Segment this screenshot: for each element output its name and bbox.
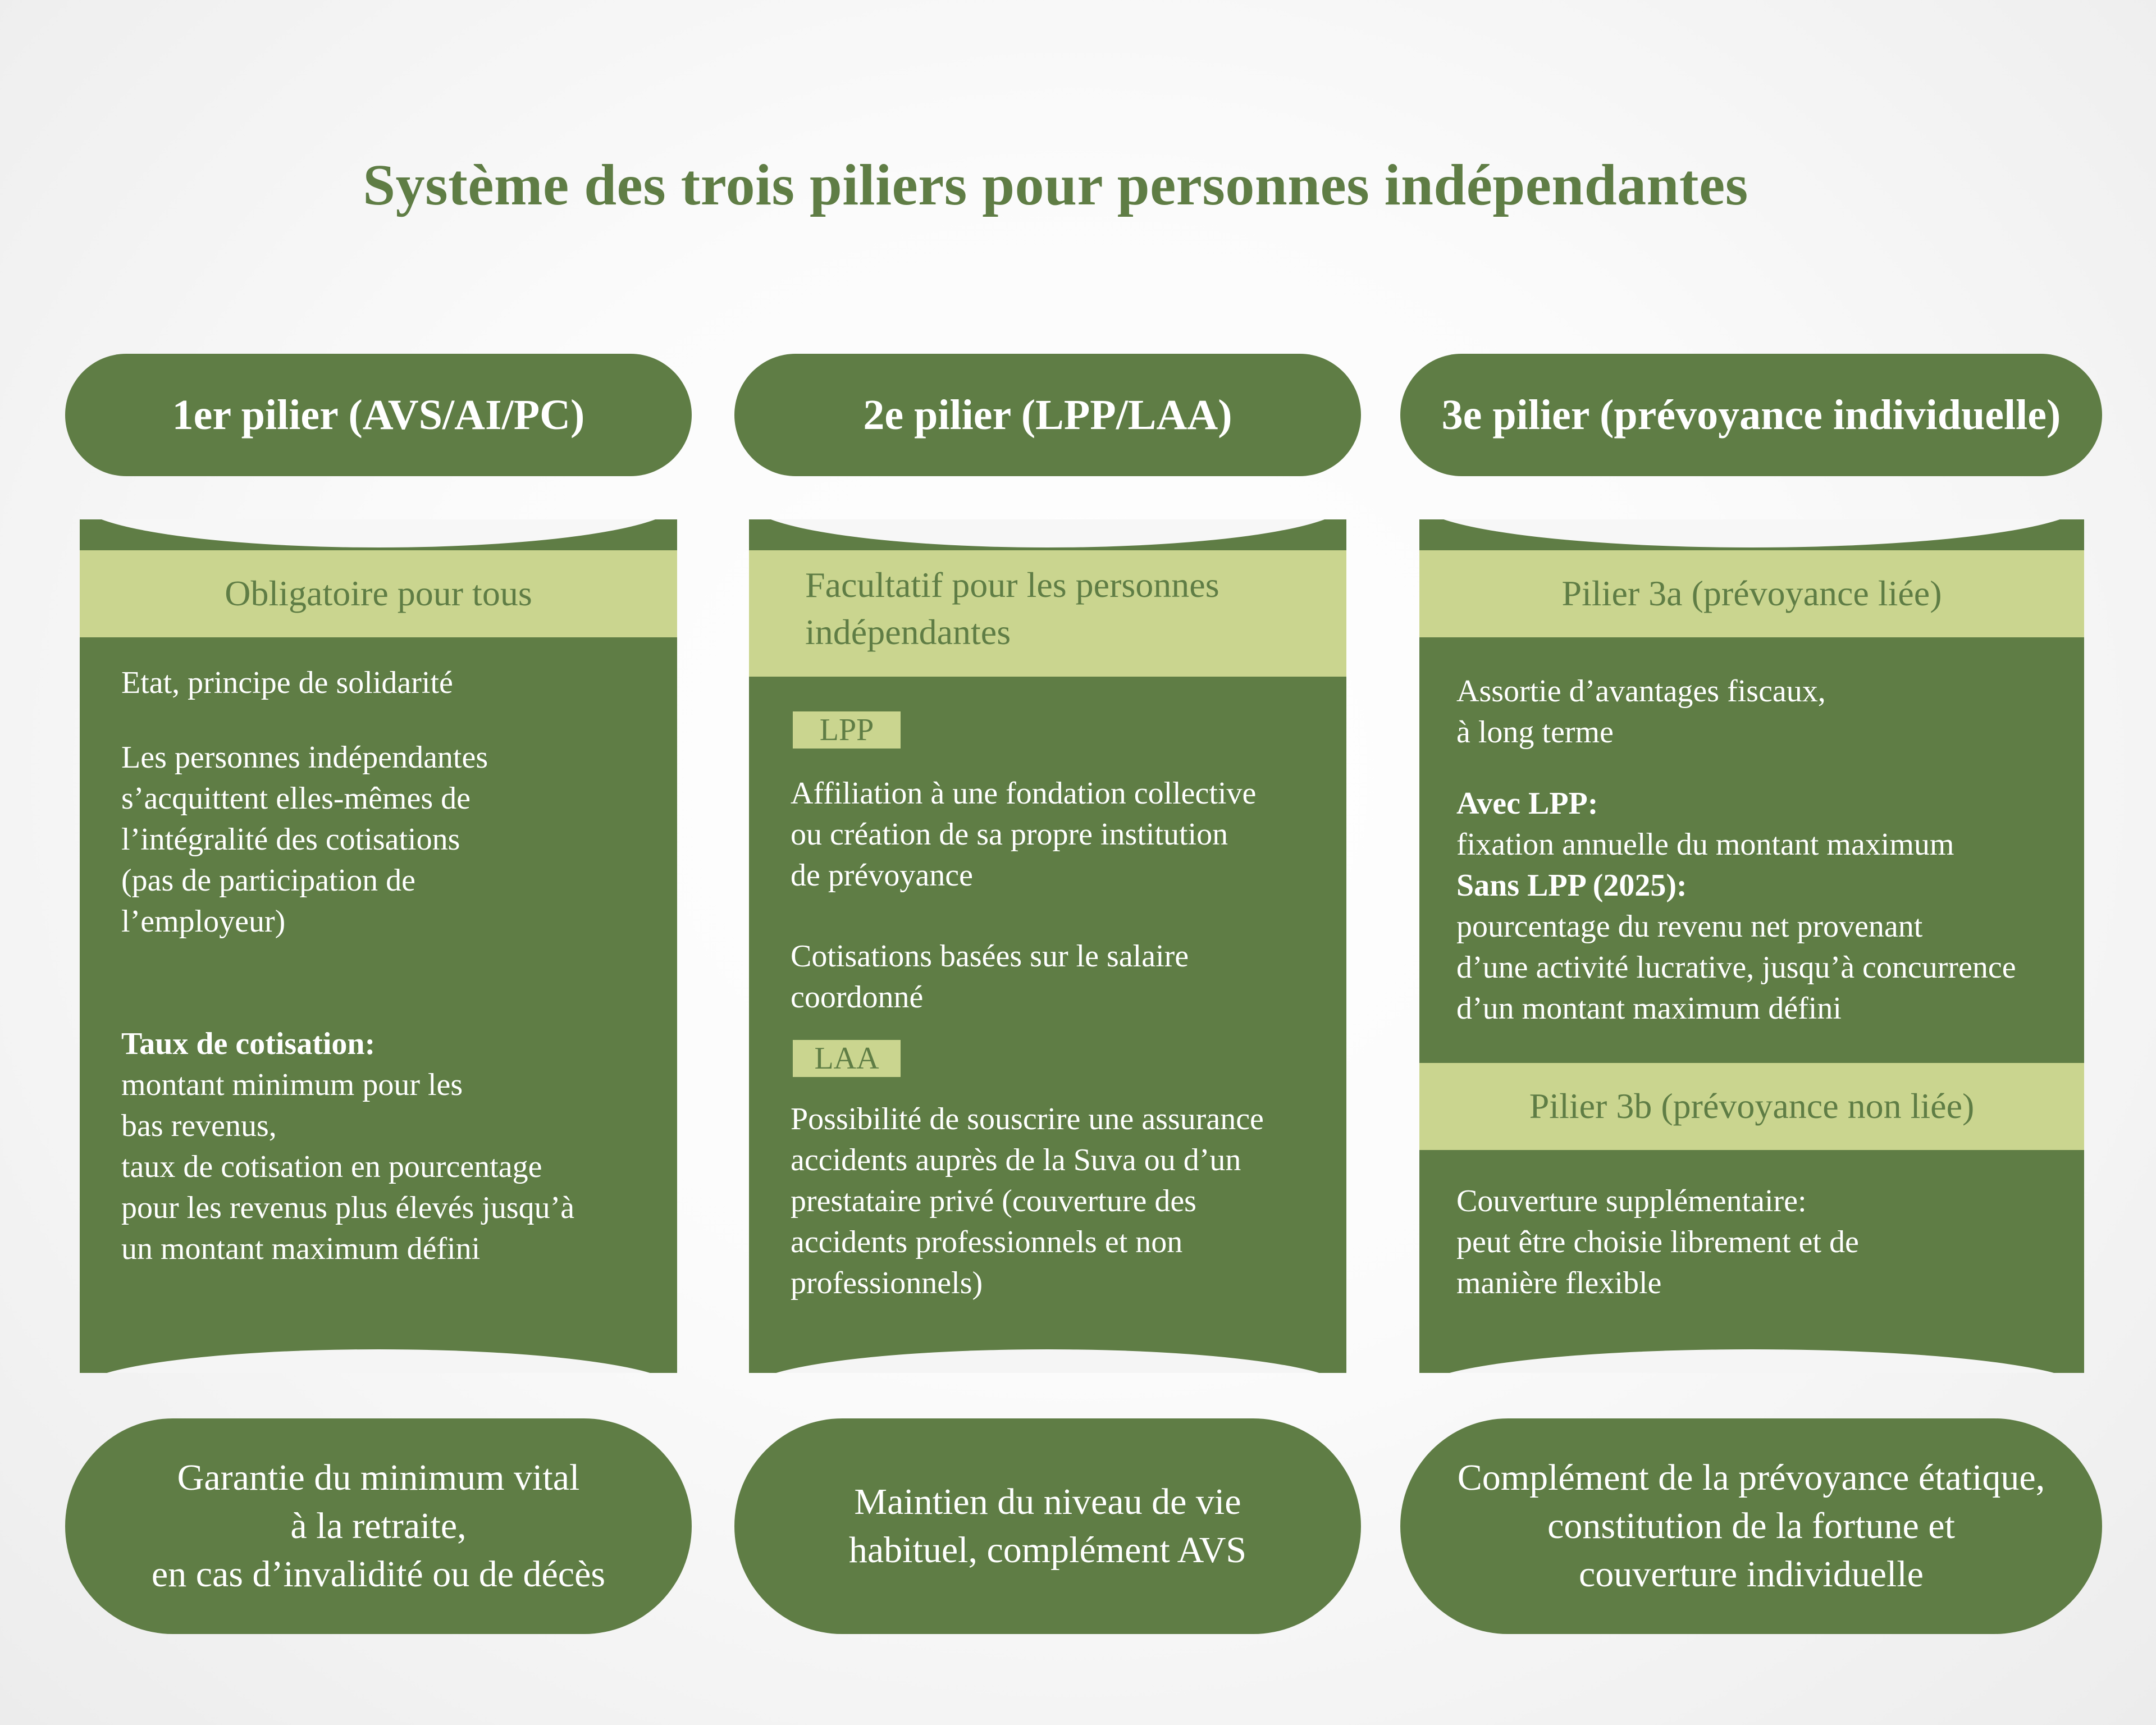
page-title: Système des trois piliers pour personnes indépendantes bbox=[363, 153, 1748, 217]
pillar-3a-advantages: Assortie d’avantages fiscaux, à long terme bbox=[1456, 674, 1826, 750]
pillar-1-rate: Taux de cotisation: montant minimum pour les bas revenus, taux de cotisation en pourcentage pour les revenus plus élevés jusqu’à un montant maximum défini bbox=[121, 1026, 575, 1266]
pillar-1-description: Les personnes indépendantes s’acquittent elles-mêmes de l’intégralité des cotisations (pas de participation de l’employeur) bbox=[121, 740, 488, 939]
pillar-1-principle: Etat, principe de solidarité bbox=[121, 665, 453, 700]
with-lpp-label: Avec LPP: bbox=[1456, 786, 1598, 821]
pillar-2-body bbox=[749, 519, 1346, 1373]
laa-tag: LAA bbox=[793, 1040, 901, 1077]
pillar-3a-limits: Avec LPP: fixation annuelle du montant maximum Sans LPP (2025): pourcentage du revenu net provenant d’une activité lucrative, jusqu’à concurrence d’un montant maximum défini bbox=[1456, 786, 2016, 1026]
pillar-2-band: Facultatif pour les personnes indépendantes bbox=[749, 550, 1346, 677]
pillar-2-header: 2e pilier (LPP/LAA) bbox=[734, 354, 1361, 476]
pillar-3b-band: Pilier 3b (prévoyance non liée) bbox=[1419, 1063, 2084, 1150]
pillar-1-band: Obligatoire pour tous bbox=[80, 550, 677, 637]
pillar-3-body bbox=[1419, 519, 2084, 1373]
pillar-3-header: 3e pilier (prévoyance individuelle) bbox=[1400, 354, 2102, 476]
pillar-1-footer: Garantie du minimum vital à la retraite, en cas d’invalidité ou de décès bbox=[65, 1418, 692, 1634]
pillar-2-footer: Maintien du niveau de vie habituel, complément AVS bbox=[734, 1418, 1361, 1634]
pillar-3-footer: Complément de la prévoyance étatique, constitution de la fortune et couverture individuelle bbox=[1400, 1418, 2102, 1634]
pillar-3a-band: Pilier 3a (prévoyance liée) bbox=[1419, 550, 2084, 637]
pillar-1-header: 1er pilier (AVS/AI/PC) bbox=[65, 354, 692, 476]
pillar-1-body bbox=[80, 519, 677, 1373]
laa-description: Possibilité de souscrire une assurance accidents auprès de la Suva ou d’un prestataire privé (couverture des accidents professionnels et non professionnels) bbox=[791, 1102, 1264, 1300]
rate-label: Taux de cotisation: bbox=[121, 1026, 376, 1061]
lpp-tag: LPP bbox=[793, 711, 901, 749]
pillar-3b-description: Couverture supplémentaire: peut être choisie librement et de manière flexible bbox=[1456, 1184, 1859, 1300]
lpp-contributions: Cotisations basées sur le salaire coordonné bbox=[791, 939, 1189, 1015]
without-lpp-label: Sans LPP (2025): bbox=[1456, 868, 1687, 903]
lpp-affiliation: Affiliation à une fondation collective ou création de sa propre institution de prévoyance bbox=[791, 776, 1257, 893]
